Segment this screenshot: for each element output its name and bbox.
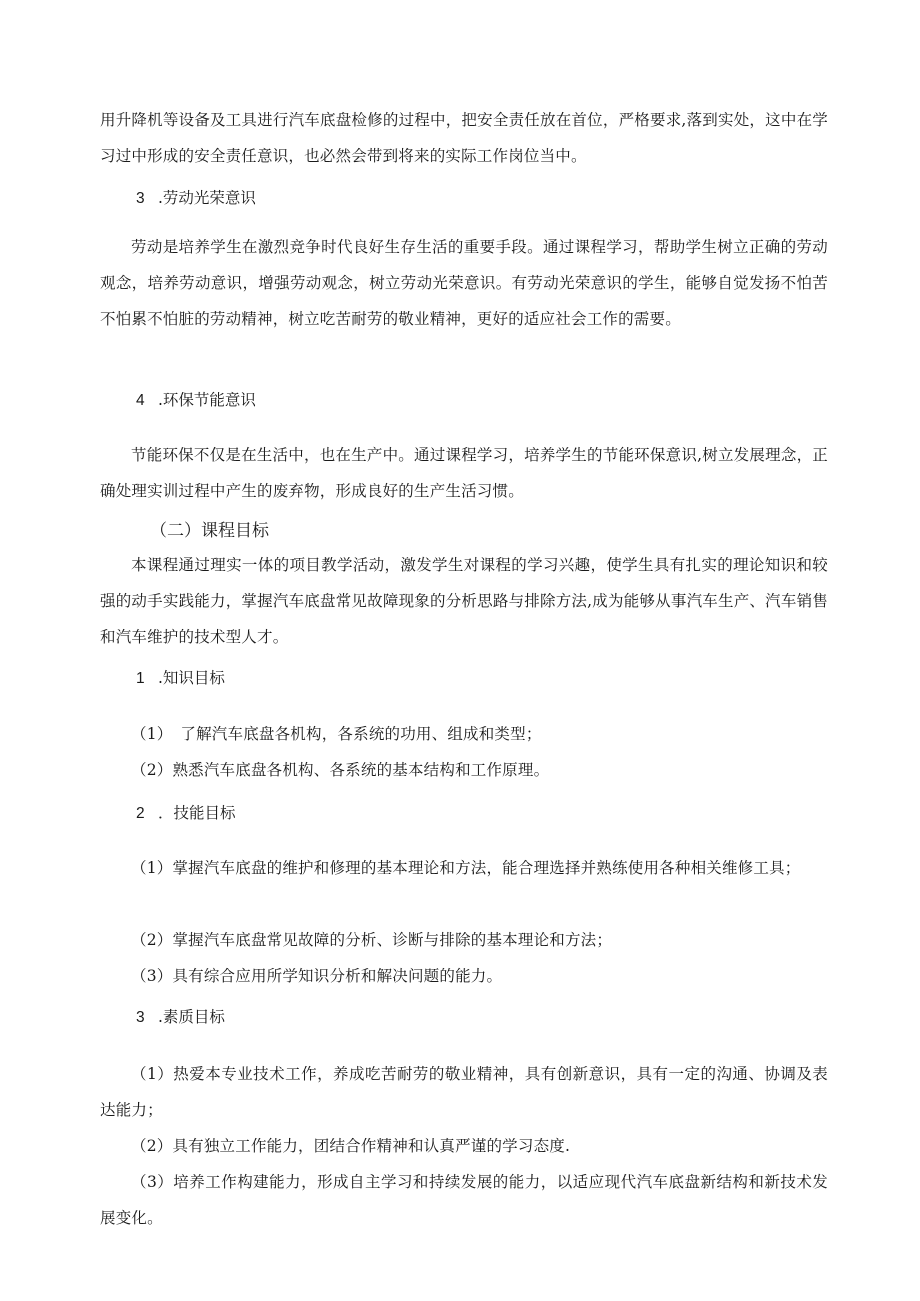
heading-number: 3 [136,190,145,207]
heading-text: .素质目标 [158,1008,225,1026]
heading-text: ．技能目标 [158,804,236,822]
heading-text: .劳动光荣意识 [158,189,256,207]
skill-goal-item: （2）掌握汽车底盘常见故障的分析、诊断与排除的基本理论和方法； [131,931,613,949]
heading-text: .知识目标 [158,669,225,687]
paragraph-eco-energy: 节能环保不仅是在生活中，也在生产中。通过课程学习，培养学生的节能环保意识,树立发展理念，正确处理实训过程中产生的废弃物，形成良好的生产生活习惯。 [100,446,828,500]
quality-goal-item: （1）热爱本专业技术工作，养成吃苦耐劳的敬业精神，具有创新意识，具有一定的沟通、协调及表达能力； [100,1065,828,1119]
skill-goal-item: （1）掌握汽车底盘的维护和修理的基本理论和方法，能合理选择并熟练使用各种相关维修工具； [131,859,801,877]
knowledge-goal-item: （2）熟悉汽车底盘各机构、各系统的基本结构和工作原理。 [131,761,550,779]
knowledge-goal-item: （1） 了解汽车底盘各机构，各系统的功用、组成和类型； [131,725,542,743]
heading-skill-goals [136,795,236,832]
heading-number: 2 [136,805,145,822]
heading-number: 3 [136,1009,145,1026]
skill-goal-item: （3）具有综合应用所学知识分析和解决问题的能力。 [131,967,503,985]
paragraph-course-goals: 本课程通过理实一体的项目教学活动，激发学生对课程的学习兴趣，使学生具有扎实的理论知识和较强的动手实践能力，掌握汽车底盘常见故障现象的分析思路与排除方法,成为能够从事汽车生产、汽车销售和汽车维护的技术型人才。 [100,556,828,646]
section-heading-course-goals: （二）课程目标 [150,521,269,541]
heading-knowledge-goals [136,660,225,697]
heading-number: 4 [136,392,145,409]
paragraph-labor-glory: 劳动是培养学生在激烈竞争时代良好生存生活的重要手段。通过课程学习，帮助学生树立正确的劳动观念，培养劳动意识，增强劳动观念，树立劳动光荣意识。有劳动光荣意识的学生，能够自觉发扬不怕苦不怕累不怕脏的劳动精神，树立吃苦耐劳的敬业精神，更好的适应社会工作的需要。 [100,238,828,328]
heading-labor-glory [136,180,256,217]
heading-number: 1 [136,670,145,687]
quality-goal-item: （3）培养工作构建能力，形成自主学习和持续发展的能力，以适应现代汽车底盘新结构和新技术发展变化。 [100,1173,828,1227]
heading-quality-goals [136,999,225,1036]
paragraph-safety-responsibility: 用升降机等设备及工具进行汽车底盘检修的过程中，把安全责任放在首位，严格要求,落到实处，这中在学习过中形成的安全责任意识，也必然会带到将来的实际工作岗位当中。 [100,111,828,165]
quality-goal-item: （2）具有独立工作能力，团结合作精神和认真严谨的学习态度. [131,1137,571,1155]
heading-eco-energy [136,382,256,419]
heading-text: .环保节能意识 [158,391,256,409]
